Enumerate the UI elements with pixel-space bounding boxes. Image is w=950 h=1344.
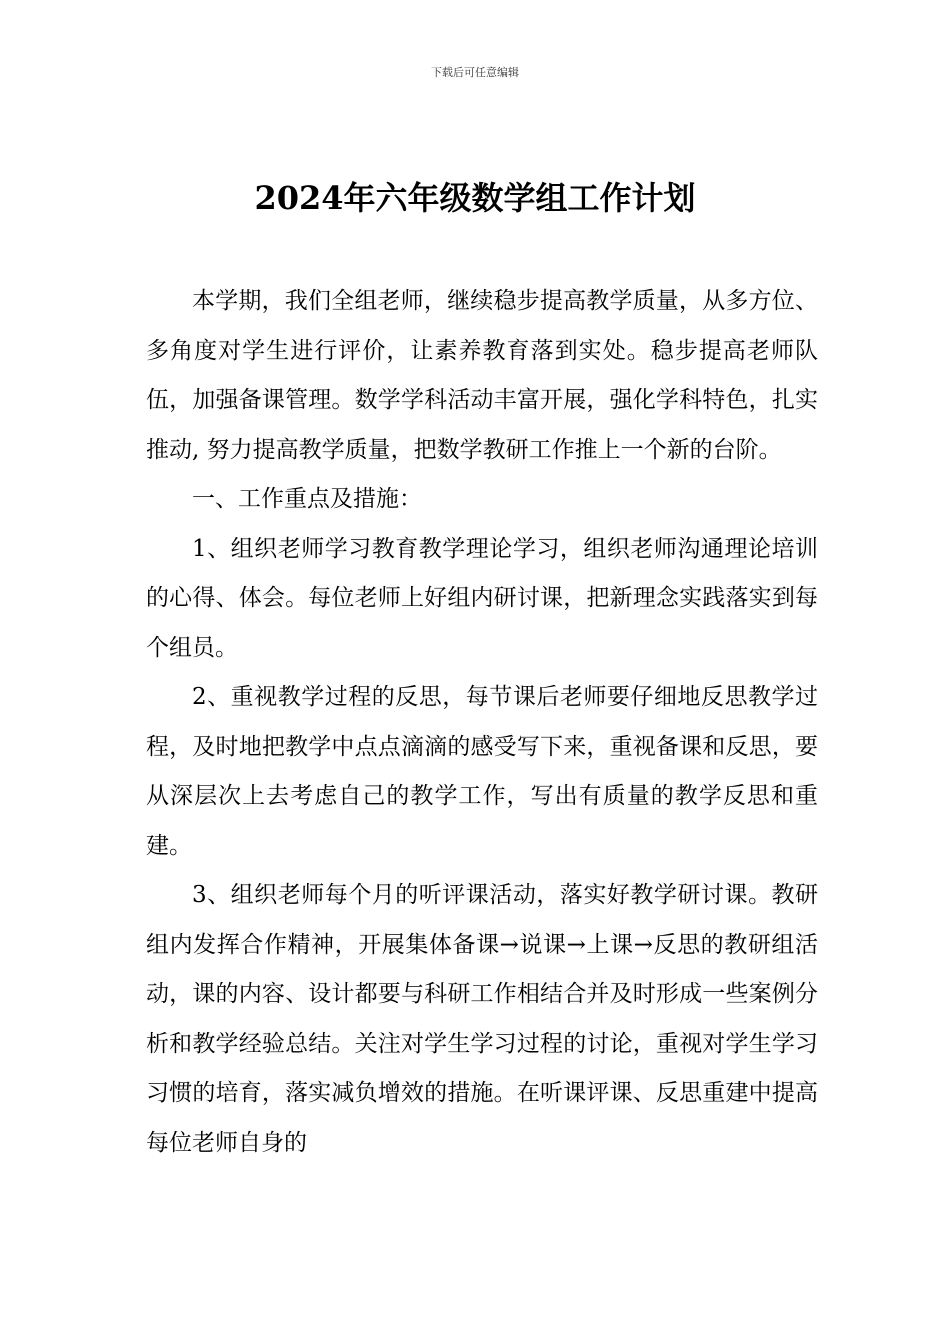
paragraph-intro: 本学期，我们全组老师，继续稳步提高教学质量，从多方位、多角度对学生进行评价，让素养教育落到实处。稳步提高老师队伍，加强备课管理。数学学科活动丰富开展，强化学科特色，扎实推动, 努力提高教学质量，把数学教研工作推上一个新的台阶。 bbox=[146, 288, 818, 463]
document-body bbox=[146, 277, 818, 1168]
document-title: 2024年六年级数学组工作计划 bbox=[254, 179, 696, 217]
header-note: 下载后可任意编辑 bbox=[431, 66, 519, 79]
paragraph-item-2: 2、重视教学过程的反思，每节课后老师要仔细地反思教学过程，及时地把教学中点点滴滴的感受写下来，重视备课和反思，要从深层次上去考虑自己的教学工作，写出有质量的教学反思和重建。 bbox=[146, 684, 818, 859]
paragraph-item-3: 3、组织老师每个月的听评课活动，落实好教学研讨课。教研组内发挥合作精神，开展集体备课→说课→上课→反思的教研组活动，课的内容、设计都要与科研工作相结合并及时形成一些案例分析和教学经验总结。关注对学生学习过程的讨论，重视对学生学习习惯的培育，落实减负增效的措施。在听课评课、反思重建中提高每位老师自身的 bbox=[146, 882, 818, 1156]
paragraph-item-1: 1、组织老师学习教育教学理论学习，组织老师沟通理论培训的心得、体会。每位老师上好组内研讨课，把新理念实践落实到每个组员。 bbox=[146, 535, 818, 661]
paragraph-section-heading: 一、工作重点及措施： bbox=[192, 486, 422, 512]
